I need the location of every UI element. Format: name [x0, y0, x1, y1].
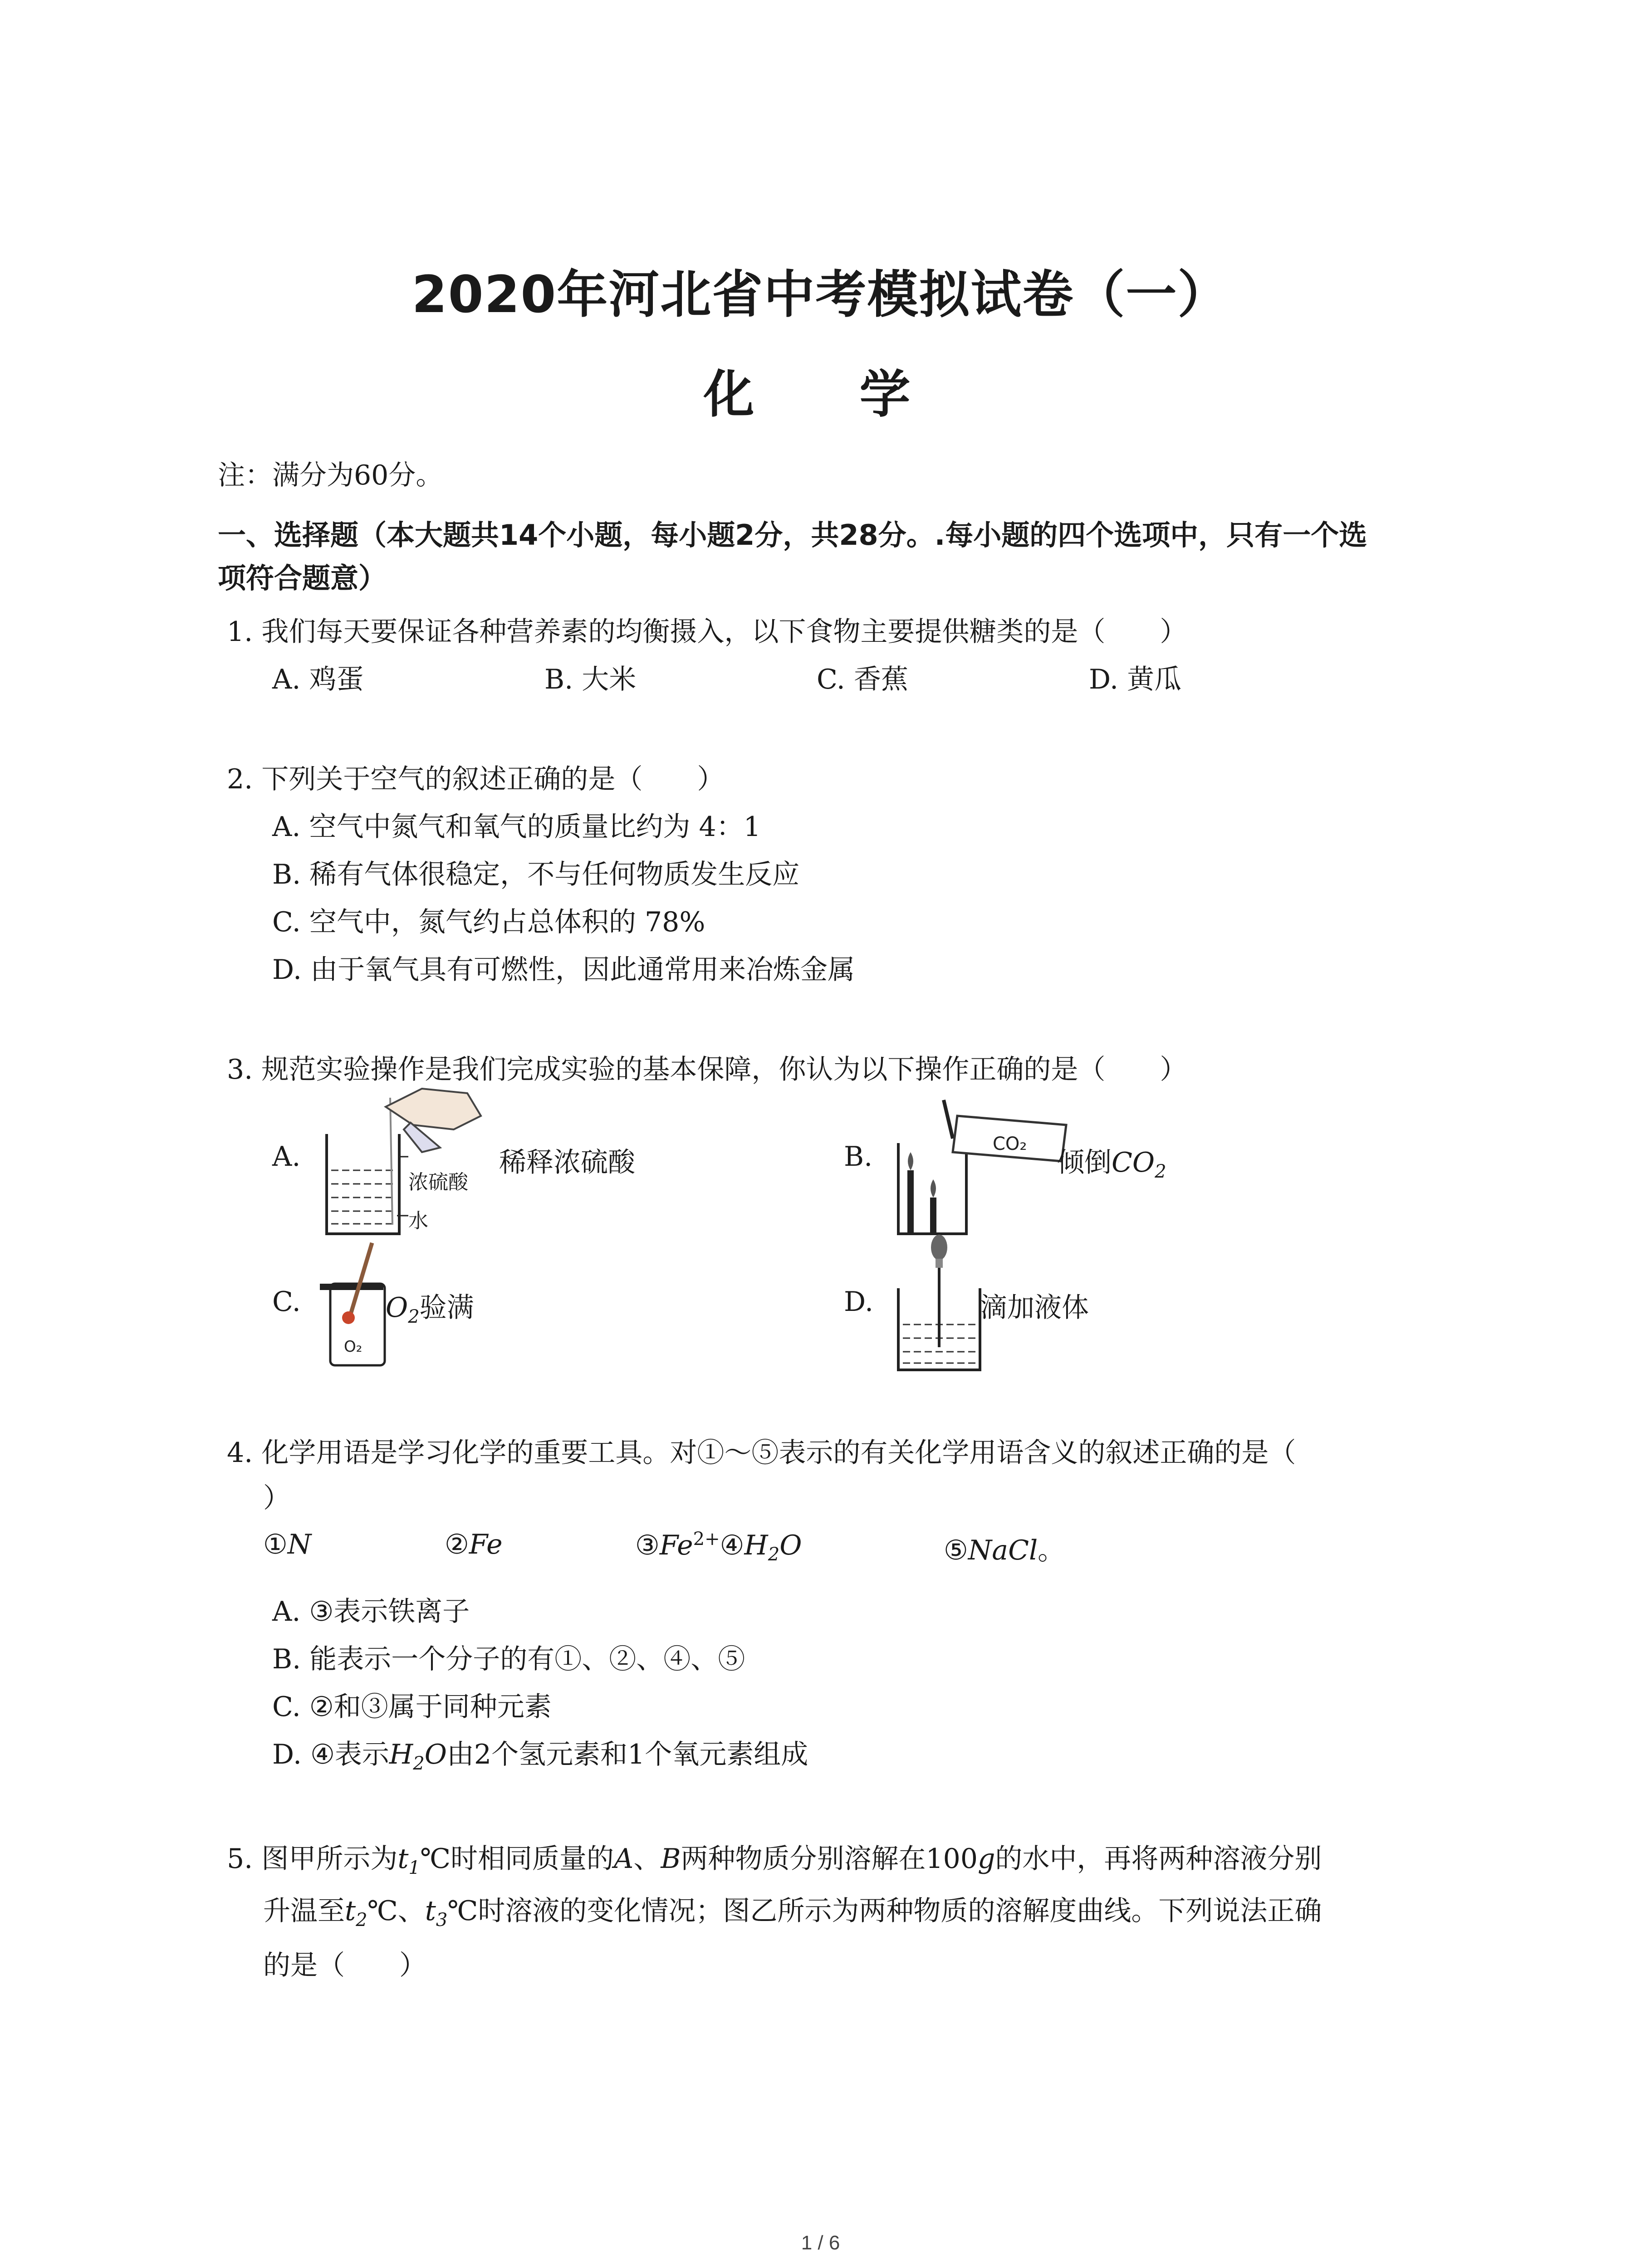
q4-s2-formula: Fe — [469, 1529, 503, 1560]
q5-l2-text-b: ℃、 — [367, 1895, 425, 1927]
q4-s4-sub: 2 — [768, 1544, 780, 1565]
q5-l1-text-d: 两种物质分别溶解在100 — [681, 1843, 978, 1875]
q3-stem: 3. 规范实验操作是我们完成实验的基本保障，你认为以下操作正确的是（ ） — [227, 1054, 1187, 1085]
q5-l1-text-b: ℃时相同质量的 — [420, 1843, 614, 1875]
q4-s4-tail: O — [779, 1530, 802, 1561]
q5-l2-t3: t — [425, 1895, 436, 1927]
q4-s1-formula: N — [287, 1529, 312, 1560]
q5-l1-text-c: 、 — [633, 1843, 661, 1875]
q3-b-bottle-label: CO₂ — [993, 1134, 1027, 1154]
q1-option-b: B. 大米 — [544, 664, 637, 695]
q4-symbol-3-4 — [635, 1529, 802, 1565]
q3-c-caption-suffix: 验满 — [419, 1292, 474, 1324]
q3-a-label-water: 水 — [408, 1209, 428, 1232]
q2-option-c: C. 空气中，氮气约占总体积的 78% — [272, 906, 705, 938]
q4-d-formula-sub: 2 — [413, 1753, 425, 1774]
q1-stem: 1. 我们每天要保证各种营养素的均衡摄入，以下食物主要提供糖类的是（ ） — [227, 616, 1187, 648]
score-note: 注：满分为60分。 — [218, 459, 443, 491]
q5-l1-text-a: 5. 图甲所示为 — [227, 1843, 398, 1875]
q3-option-c-caption — [386, 1286, 474, 1327]
q4-symbol-1 — [263, 1529, 311, 1560]
q3-option-a-letter: A. — [272, 1141, 301, 1173]
q3-c-bottle-label: O₂ — [344, 1338, 362, 1356]
q4-s4-num: ④ — [720, 1530, 745, 1561]
q4-stem-line2: ） — [263, 1482, 290, 1514]
q3-option-a-caption: 稀释浓硫酸 — [499, 1147, 635, 1178]
q3-b-caption-prefix: 倾倒 — [1057, 1147, 1112, 1178]
q4-d-suffix: 由2个氢元素和1个氧元素组成 — [446, 1739, 808, 1770]
q1-option-a: A. 鸡蛋 — [272, 664, 364, 695]
q2-option-b: B. 稀有气体很稳定，不与任何物质发生反应 — [272, 859, 800, 890]
q4-d-prefix: D. ④表示 — [272, 1739, 389, 1770]
q5-l2-t2sub: 2 — [356, 1910, 367, 1931]
o2-full-test-illustration — [318, 1238, 395, 1370]
q5-l1-g: g — [978, 1843, 995, 1875]
q4-d-formula-tail: O — [424, 1739, 447, 1770]
q4-s3-formula: Fe — [659, 1530, 693, 1561]
q3-a-label-acid: 浓硫酸 — [408, 1171, 468, 1194]
q4-symbol-2 — [445, 1529, 503, 1560]
q5-line2 — [263, 1889, 1322, 1931]
q4-s5-end: 。 — [1038, 1535, 1065, 1566]
q5-l2-t2: t — [345, 1895, 356, 1927]
q3-option-c-letter: C. — [272, 1286, 301, 1318]
q4-d-formula: H — [389, 1739, 413, 1770]
section-heading-line1: 一、选择题（本大题共14个小题，每小题2分，共28分。.每小题的四个选项中，只有一个选 — [218, 518, 1367, 552]
q2-option-a: A. 空气中氮气和氧气的质量比约为 4：1 — [272, 811, 761, 843]
q4-s1-num: ① — [263, 1529, 288, 1560]
q4-s5-formula: NaCl — [968, 1535, 1038, 1566]
q4-option-b: B. 能表示一个分子的有①、②、④、⑤ — [272, 1643, 745, 1675]
q4-option-c: C. ②和③属于同种元素 — [272, 1691, 552, 1723]
subject-title: 化 学 — [703, 365, 938, 424]
q4-symbol-5 — [944, 1529, 1065, 1568]
q2-stem: 2. 下列关于空气的叙述正确的是（ ） — [227, 763, 725, 795]
q4-option-a: A. ③表示铁离子 — [272, 1596, 470, 1628]
q5-l1-tsub: 1 — [408, 1857, 420, 1878]
q3-option-b-caption — [1057, 1141, 1166, 1182]
q4-s4-formula: H — [744, 1530, 768, 1561]
q4-option-d — [272, 1733, 808, 1774]
q3-option-d-caption: 滴加液体 — [980, 1292, 1089, 1324]
dropper-illustration — [889, 1234, 989, 1374]
q3-c-formula-sub: 2 — [408, 1306, 420, 1327]
q3-b-formula: CO — [1112, 1147, 1155, 1178]
q4-s3-num: ③ — [635, 1530, 660, 1561]
q5-l2-text-a: 升温至 — [263, 1895, 345, 1927]
q5-l1-text-e: 的水中，再将两种溶液分别 — [995, 1843, 1322, 1875]
q5-line3: 的是（ ） — [263, 1950, 426, 1981]
q5-line1 — [227, 1837, 1322, 1878]
q5-l1-B: B — [661, 1843, 681, 1875]
q5-l2-t3sub: 3 — [436, 1910, 448, 1931]
q1-option-c: C. 香蕉 — [817, 664, 908, 695]
section-heading-line2: 项符合题意） — [218, 562, 387, 595]
q3-option-b-letter: B. — [844, 1141, 873, 1173]
q4-s5-num: ⑤ — [944, 1535, 968, 1566]
q1-option-d: D. 黄瓜 — [1089, 664, 1182, 695]
q5-l1-t: t — [397, 1843, 409, 1875]
q2-option-d: D. 由于氧气具有可燃性，因此通常用来冶炼金属 — [272, 954, 855, 986]
exam-title: 2020年河北省中考模拟试卷（一） — [411, 265, 1230, 324]
q3-c-formula: O — [386, 1292, 408, 1324]
q3-option-d-letter: D. — [844, 1286, 874, 1318]
q4-s2-num: ② — [445, 1529, 469, 1560]
q5-l1-A: A — [614, 1843, 634, 1875]
q5-l2-text-c: ℃时溶液的变化情况；图乙所示为两种物质的溶解度曲线。下列说法正确 — [447, 1895, 1322, 1927]
q4-stem-line1: 4. 化学用语是学习化学的重要工具。对①～⑤表示的有关化学用语含义的叙述正确的是（ — [227, 1437, 1296, 1469]
q3-b-formula-sub: 2 — [1155, 1161, 1166, 1182]
page-number: 1 / 6 — [801, 2232, 840, 2254]
q4-s3-charge: 2+ — [693, 1529, 720, 1549]
